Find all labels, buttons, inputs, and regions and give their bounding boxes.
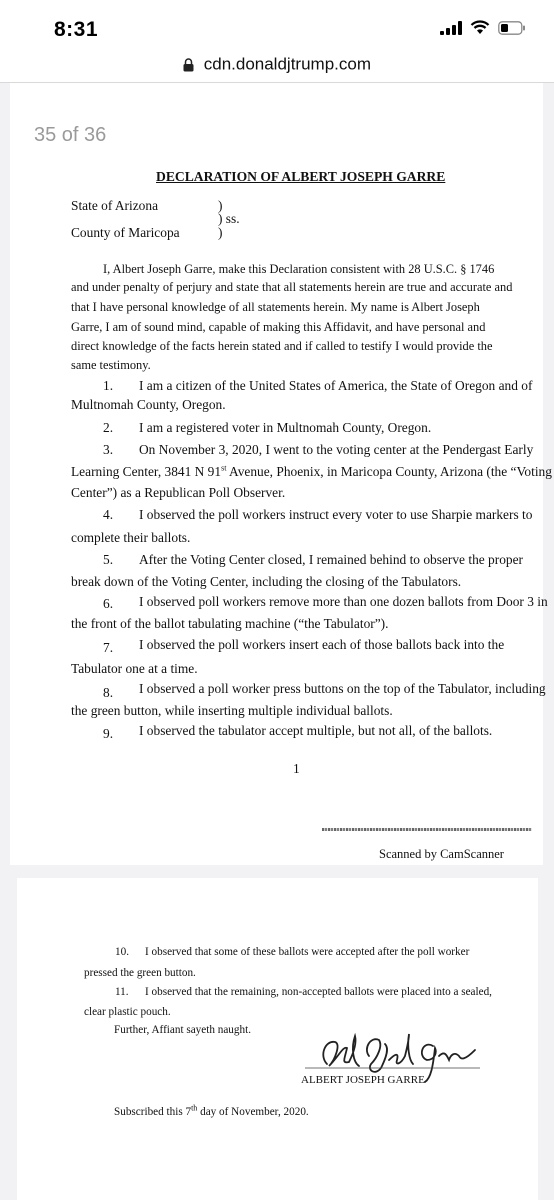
scan-artifact-line: [322, 828, 532, 831]
intro-line-3: that I have personal knowledge of all statements herein. My name is Albert Joseph: [71, 300, 480, 314]
item-number: 1.: [103, 378, 114, 393]
item-text: I observed that some of these ballots were accepted after the poll worker: [145, 946, 470, 958]
item-text: Tabulator one at a time.: [71, 661, 198, 676]
item-number: 8.: [103, 685, 114, 700]
item-text: I am a citizen of the United States of America, the State of Oregon and of: [139, 378, 533, 393]
item-text: Multnomah County, Oregon.: [71, 397, 226, 412]
item-text: I observed a poll worker press buttons on the top of the Tabulator, including: [139, 681, 546, 696]
county-label: County of Maricopa: [71, 225, 180, 240]
item-number: 5.: [103, 552, 114, 567]
cellular-signal-icon: [440, 21, 462, 35]
item-text: pressed the green button.: [84, 967, 196, 979]
paren-ss: ) ss.: [218, 211, 240, 226]
subscribed-line: Subscribed this 7th day of November, 2020.: [114, 1103, 309, 1118]
item-number: 4.: [103, 507, 114, 522]
closing-statement: Further, Affiant sayeth naught.: [114, 1024, 251, 1036]
item-text: I am a registered voter in Multnomah County, Oregon.: [139, 420, 432, 435]
status-bar: [0, 0, 554, 48]
url-text[interactable]: cdn.donaldjtrump.com: [203, 54, 371, 74]
item-number: 11.: [115, 986, 129, 998]
item-text: I observed the tabulator accept multiple, but not all, of the ballots.: [139, 723, 493, 738]
battery-icon: [498, 21, 526, 35]
intro-line-4: Garre, I am of sound mind, capable of making this Affidavit, and have personal and: [71, 320, 486, 334]
intro-line-2: and under penalty of perjury and state that all statements herein are true and accurate and: [71, 280, 513, 294]
item-text: clear plastic pouch.: [84, 1006, 171, 1018]
intro-line-6: same testimony.: [71, 358, 151, 372]
wifi-icon: [470, 20, 490, 35]
item-number: 6.: [103, 596, 114, 611]
state-label: State of Arizona: [71, 198, 159, 213]
item-text: I observed the poll workers instruct every voter to use Sharpie markers to: [139, 507, 533, 522]
item-number: 7.: [103, 640, 114, 655]
intro-line-5: direct knowledge of the facts herein stated and if called to testify I would provide the: [71, 339, 493, 353]
declaration-title: DECLARATION OF ALBERT JOSEPH GARRE: [156, 169, 446, 184]
scanned-by-label: Scanned by CamScanner: [379, 847, 504, 861]
paren-1: ): [218, 198, 223, 213]
signature-name: ALBERT JOSEPH GARRE: [301, 1074, 425, 1086]
item-text: After the Voting Center closed, I remained behind to observe the proper: [139, 552, 523, 567]
page-counter: 35 of 36: [34, 124, 107, 146]
item-number: 3.: [103, 442, 114, 457]
item-text: Center”) as a Republican Poll Observer.: [71, 485, 286, 500]
item-number: 10.: [115, 946, 129, 958]
lock-icon: [183, 58, 194, 72]
item-text: On November 3, 2020, I went to the voting center at the Pendergast Early: [139, 442, 534, 457]
intro-line-1: I, Albert Joseph Garre, make this Declaration consistent with 28 U.S.C. § 1746: [103, 262, 495, 276]
item-text: I observed poll workers remove more than one dozen ballots from Door 3 in: [139, 594, 548, 609]
status-time: 8:31: [54, 18, 99, 41]
item-text: break down of the Voting Center, including the closing of the Tabulators.: [71, 574, 462, 589]
paren-3: ): [218, 225, 223, 240]
page-number: 1: [293, 761, 300, 776]
item-number: 9.: [103, 726, 114, 741]
item-text: the green button, while inserting multiple individual ballots.: [71, 703, 393, 718]
item-number: 2.: [103, 420, 114, 435]
item-text: I observed the poll workers insert each of those ballots back into the: [139, 637, 505, 652]
address-bar[interactable]: [0, 48, 554, 83]
item-text: I observed that the remaining, non-accepted ballots were placed into a sealed,: [145, 986, 492, 998]
item-text: complete their ballots.: [71, 530, 191, 545]
status-icons: [440, 20, 526, 35]
item-text: the front of the ballot tabulating machine (“the Tabulator”).: [71, 616, 389, 631]
item-text: Learning Center, 3841 N 91st Avenue, Phoenix, in Maricopa County, Arizona (the “Voting: [71, 463, 552, 479]
